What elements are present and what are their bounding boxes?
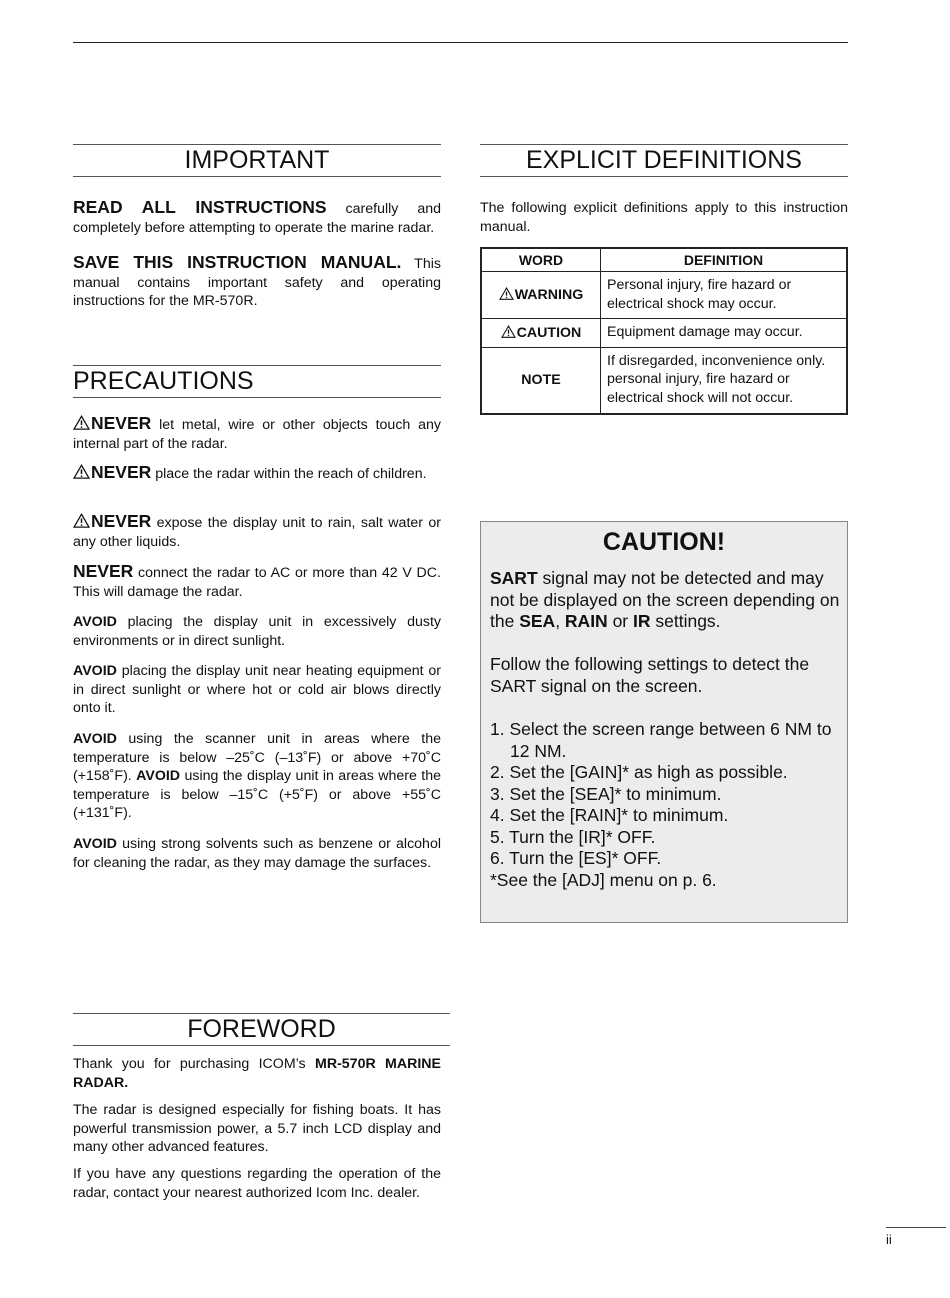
caution-title: CAUTION!: [602, 528, 726, 556]
precaution-text: using strong solvents such as benzene or alcohol for cleaning the radar, as they may damage the surfaces.: [73, 836, 441, 871]
foreword-description: The radar is designed especially for fishing boats. It has powerful transmission power, a 5.7 inch LCD display and many other advanced features.: [73, 1102, 441, 1156]
foreword-contact: If you have any questions regarding the operation of the radar, contact your nearest authorized Icom Inc. dealer.: [73, 1166, 441, 1201]
precaution-keyword: NEVER: [91, 511, 152, 531]
precaution-keyword: AVOID: [136, 768, 181, 785]
warning-triangle-icon: [73, 415, 90, 430]
caution-text: signal may not be detected and may not be displayed on the screen depending on the: [490, 568, 840, 632]
precaution-keyword: NEVER: [91, 413, 152, 433]
precaution-item: [73, 562, 441, 601]
caution-text: or: [607, 611, 633, 632]
foreword-thanks: [73, 1055, 441, 1092]
caution-follow-paragraph: Follow the following settings to detect the SART signal on the screen.: [490, 654, 810, 696]
warning-triangle-icon: [73, 513, 90, 528]
sea-keyword: SEA: [519, 611, 556, 632]
read-all-text: carefully and completely before attempting to operate the marine radar.: [73, 201, 441, 236]
page-number: ii: [886, 1232, 892, 1247]
precaution-keyword: AVOID: [73, 836, 117, 852]
col-word-header: WORD: [481, 248, 601, 272]
important-heading: IMPORTANT: [73, 144, 441, 177]
precaution-text: using the scanner unit in areas where the temperature is below –25˚C (–13˚F) or above +70˚C (+158˚F).: [73, 731, 441, 785]
precaution-item: [73, 613, 441, 650]
precaution-text: expose the display unit to rain, salt water or any other liquids.: [73, 515, 441, 550]
col-definition-header: DEFINITION: [601, 248, 848, 272]
product-name: MR-570R MARINE RADAR.: [73, 1056, 442, 1091]
important-save-manual: [73, 253, 441, 311]
caution-footnote: *See the [ADJ] menu on p. 6.: [490, 869, 717, 890]
precaution-keyword: AVOID: [73, 614, 117, 630]
definitions-heading: EXPLICIT DEFINITIONS: [480, 144, 848, 177]
caution-text: settings.: [650, 611, 721, 632]
precaution-text: placing the display unit near heating equipment or in direct sunlight or where hot or cold air blows directly onto it.: [73, 663, 441, 717]
precaution-text: using the display unit in areas where the temperature is below –15˚C (+5˚F) or above +55˚C (+131˚F).: [73, 768, 442, 822]
precaution-item: [73, 463, 441, 484]
word-cell: [481, 319, 601, 348]
rain-keyword: RAIN: [564, 611, 608, 632]
precaution-item: [73, 414, 441, 453]
word-label: WARNING: [514, 286, 584, 303]
precaution-item: [73, 730, 441, 823]
definition-cell: If disregarded, inconvenience only. personal injury, fire hazard or electrical shock will not occur.: [601, 347, 848, 413]
foreword-heading: FOREWORD: [73, 1013, 450, 1046]
word-label: CAUTION: [516, 324, 582, 341]
precaution-keyword: NEVER: [91, 462, 152, 482]
precaution-keyword: AVOID: [73, 731, 117, 747]
warning-triangle-icon: [499, 287, 514, 300]
caution-sart-paragraph: [490, 568, 842, 633]
word-cell: [481, 272, 601, 319]
list-item: 1. Select the screen range between 6 NM to 12 NM.: [490, 719, 832, 761]
foreword-thanks-text: Thank you for purchasing ICOM’s: [73, 1056, 315, 1072]
precaution-text: place the radar within the reach of children.: [151, 466, 427, 482]
warning-triangle-icon: [73, 464, 90, 479]
warning-triangle-icon: [501, 325, 516, 338]
precautions-heading: PRECAUTIONS: [73, 365, 441, 398]
precaution-item: [73, 512, 441, 551]
caution-box: [480, 521, 848, 923]
list-item: 6. Turn the [ES]* OFF.: [490, 848, 662, 868]
list-item: 3. Set the [SEA]* to minimum.: [490, 783, 722, 804]
precaution-text: placing the display unit in excessively dusty environments or in direct sunlight.: [73, 614, 441, 649]
read-all-label: READ ALL INSTRUCTIONS: [73, 197, 327, 217]
table-header-row: [481, 248, 847, 272]
caution-steps: [490, 719, 842, 891]
precaution-text: connect the radar to AC or more than 42 V DC. This will damage the radar.: [73, 565, 441, 600]
save-manual-label: SAVE THIS INSTRUCTION MANUAL.: [73, 252, 402, 272]
ir-keyword: IR: [633, 611, 651, 632]
definition-cell: Equipment damage may occur.: [601, 319, 848, 348]
precaution-text: let metal, wire or other objects touch any internal part of the radar.: [73, 417, 441, 452]
save-manual-text: This manual contains important safety and operating instructions for the MR-570R.: [73, 256, 441, 310]
precaution-keyword: AVOID: [73, 663, 117, 679]
table-row: [481, 272, 847, 319]
table-row: [481, 319, 847, 348]
definitions-intro: The following explicit definitions apply to this instruction manual.: [480, 200, 848, 235]
precaution-item: [73, 835, 441, 872]
word-cell: NOTE: [481, 347, 601, 413]
list-item: 4. Set the [RAIN]* to minimum.: [490, 805, 729, 825]
precaution-item: [73, 662, 441, 718]
definition-cell: Personal injury, fire hazard or electrical shock may occur.: [601, 272, 848, 319]
table-row: [481, 347, 847, 413]
list-item: 5. Turn the [IR]* OFF.: [490, 826, 656, 847]
page-number-rule: [886, 1227, 946, 1228]
sart-keyword: SART: [490, 568, 538, 588]
list-item: 2. Set the [GAIN]* as high as possible.: [490, 762, 788, 782]
important-read-all: [73, 198, 441, 237]
top-rule: [73, 42, 848, 43]
precaution-keyword: NEVER: [73, 561, 134, 581]
definitions-table: [480, 247, 848, 415]
caution-text: ,: [555, 611, 565, 632]
